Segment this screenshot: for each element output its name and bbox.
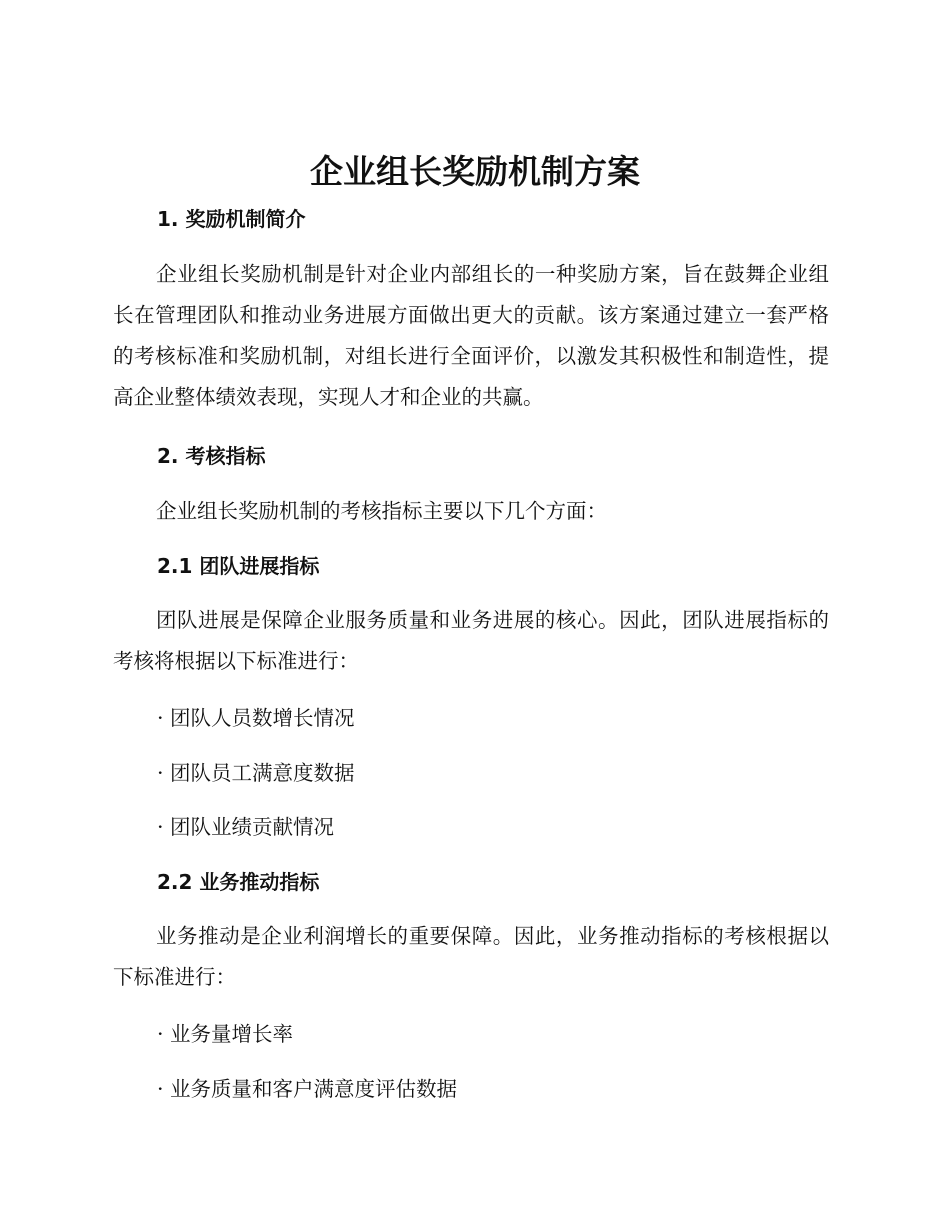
section-paragraph-business: 业务推动是企业利润增长的重要保障。因此，业务推动指标的考核根据以下标准进行：: [113, 924, 829, 989]
section-heading-metrics: 2. 考核指标: [157, 444, 266, 468]
bullet-item: · 团队人员数增长情况: [157, 706, 355, 730]
bullet-item: · 团队业绩贡献情况: [157, 815, 335, 839]
section-paragraph-team: 团队进展是保障企业服务质量和业务进展的核心。因此，团队进展指标的考核将根据以下标准进行：: [113, 608, 829, 673]
document-title: 企业组长奖励机制方案: [310, 152, 640, 191]
section-heading-team: 2.1 团队进展指标: [157, 554, 320, 578]
section-paragraph-metrics: 企业组长奖励机制的考核指标主要以下几个方面：: [156, 499, 607, 523]
bullet-item: · 团队员工满意度数据: [157, 761, 355, 785]
section-heading-business: 2.2 业务推动指标: [157, 870, 320, 894]
bullet-item: · 业务质量和客户满意度评估数据: [157, 1077, 458, 1101]
bullet-item: · 业务量增长率: [157, 1022, 294, 1046]
section-heading-intro: 1. 奖励机制简介: [157, 207, 306, 231]
section-paragraph-intro: 企业组长奖励机制是针对企业内部组长的一种奖励方案，旨在鼓舞企业组长在管理团队和推动业务进展方面做出更大的贡献。该方案通过建立一套严格的考核标准和奖励机制，对组长进行全面评价，以激发其积极性和制造性，提高企业整体绩效表现，实现人才和企业的共赢。: [113, 262, 829, 409]
